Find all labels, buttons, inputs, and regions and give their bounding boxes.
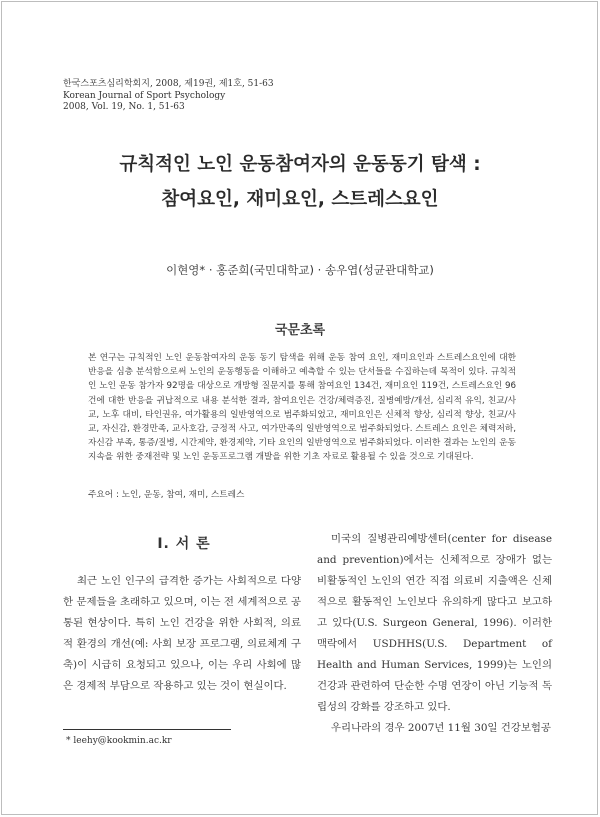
section-heading-introduction: I. 서 론 <box>157 536 211 552</box>
journal-info <box>63 79 274 114</box>
right-column <box>317 529 552 739</box>
journal-line-volume: 2008, Vol. 19, No. 1, 51-63 <box>63 102 185 112</box>
footnote-email: * leehy@kookmin.ac.kr <box>66 736 172 746</box>
journal-line-korean: 한국스포츠심리학회지, 2008, 제19권, 제1호, 51-63 <box>63 79 274 89</box>
intro-paragraph-3: 우리나라의 경우 2007년 11월 30일 건강보험공 <box>331 722 551 734</box>
keywords: 주요어 : 노인, 운동, 참여, 재미, 스트레스 <box>88 490 245 500</box>
paper-title-line2: 참여요인, 재미요인, 스트레스요인 <box>161 189 439 210</box>
footnote-divider <box>63 729 231 730</box>
author-list: 이현영* · 홍준희(국민대학교) · 송우엽(성균관대학교) <box>166 263 434 277</box>
intro-paragraph-2: 미국의 질병관리예방센터(center for disease and prevention)에서는 신체적으로 장애가 없는 비활동적인 노인의 연간 직접 의료비 지출액은 신체적으로 활동적인 노인보다 유의하게 많다고 보고하고 있다(U.S. Surgeon General, 1996). 이러한 맥락에서 USDHHS(U.S. Department of Health and Human Services, 1999)는 노인의 건강과 관련하여 단순한 수명 연장이 아닌 기능적 독립성의 강화를 강조하고 있다. <box>317 533 552 713</box>
abstract-body: 본 연구는 규칙적인 노인 운동참여자의 운동 동기 탐색을 위해 운동 참여 요인, 재미요인과 스트레스요인에 대한 반응을 심층 분석함으로써 노인의 운동행동을 이해하고 예측할 수 있는 단서들을 수집하는데 목적이 있다. 규칙적인 노인 운동 참가자 92명을 대상으로 개방형 질문지를 통해 참여요인 134건, 재미요인 119건, 스트레스요인 96건에 대한 반응을 귀납적으로 내용 분석한 결과, 참여요인은 건강/체력증진, 질병예방/개선, 심리적 유익, 친교/사교, 노후 대비, 타인권유, 여가활용의 일반영역으로 범주화되었고, 재미요인은 신체적 향상, 심리적 향상, 친교/사교, 자신감, 환경만족, 교사호감, 긍정적 사고, 여가만족의 일반영역으로 범주화되었다. 스트레스 요인은 체력저하, 자신감 부족, 통증/질병, 시간제약, 환경제약, 기타 요인의 일반영역으로 범주화되었다. 이러한 결과는 노인의 운동지속을 위한 중재전략 및 노인 운동프로그램 개발을 위한 기초 자료로 활용될 수 있을 것으로 기대된다. <box>88 353 516 463</box>
journal-line-english: Korean Journal of Sport Psychology <box>63 90 226 101</box>
intro-paragraph-1: 최근 노인 인구의 급격한 증가는 사회적으로 다양한 문제들을 초래하고 있으며, 이는 전 세계적으로 공통된 현상이다. 특히 노인 건강을 위한 사회적, 의료적 환경의 개선(예: 사회 보장 프로그램, 의료체계 구축)이 시급히 요청되고 있으나, 이는 우리 사회에 많은 경제적 부담으로 작용하고 있는 것이 현실이다. <box>63 575 301 692</box>
abstract-heading: 국문초록 <box>274 323 326 338</box>
left-column <box>63 571 301 697</box>
paper-title-line1: 규칙적인 노인 운동참여자의 운동동기 탐색 : <box>119 154 481 175</box>
